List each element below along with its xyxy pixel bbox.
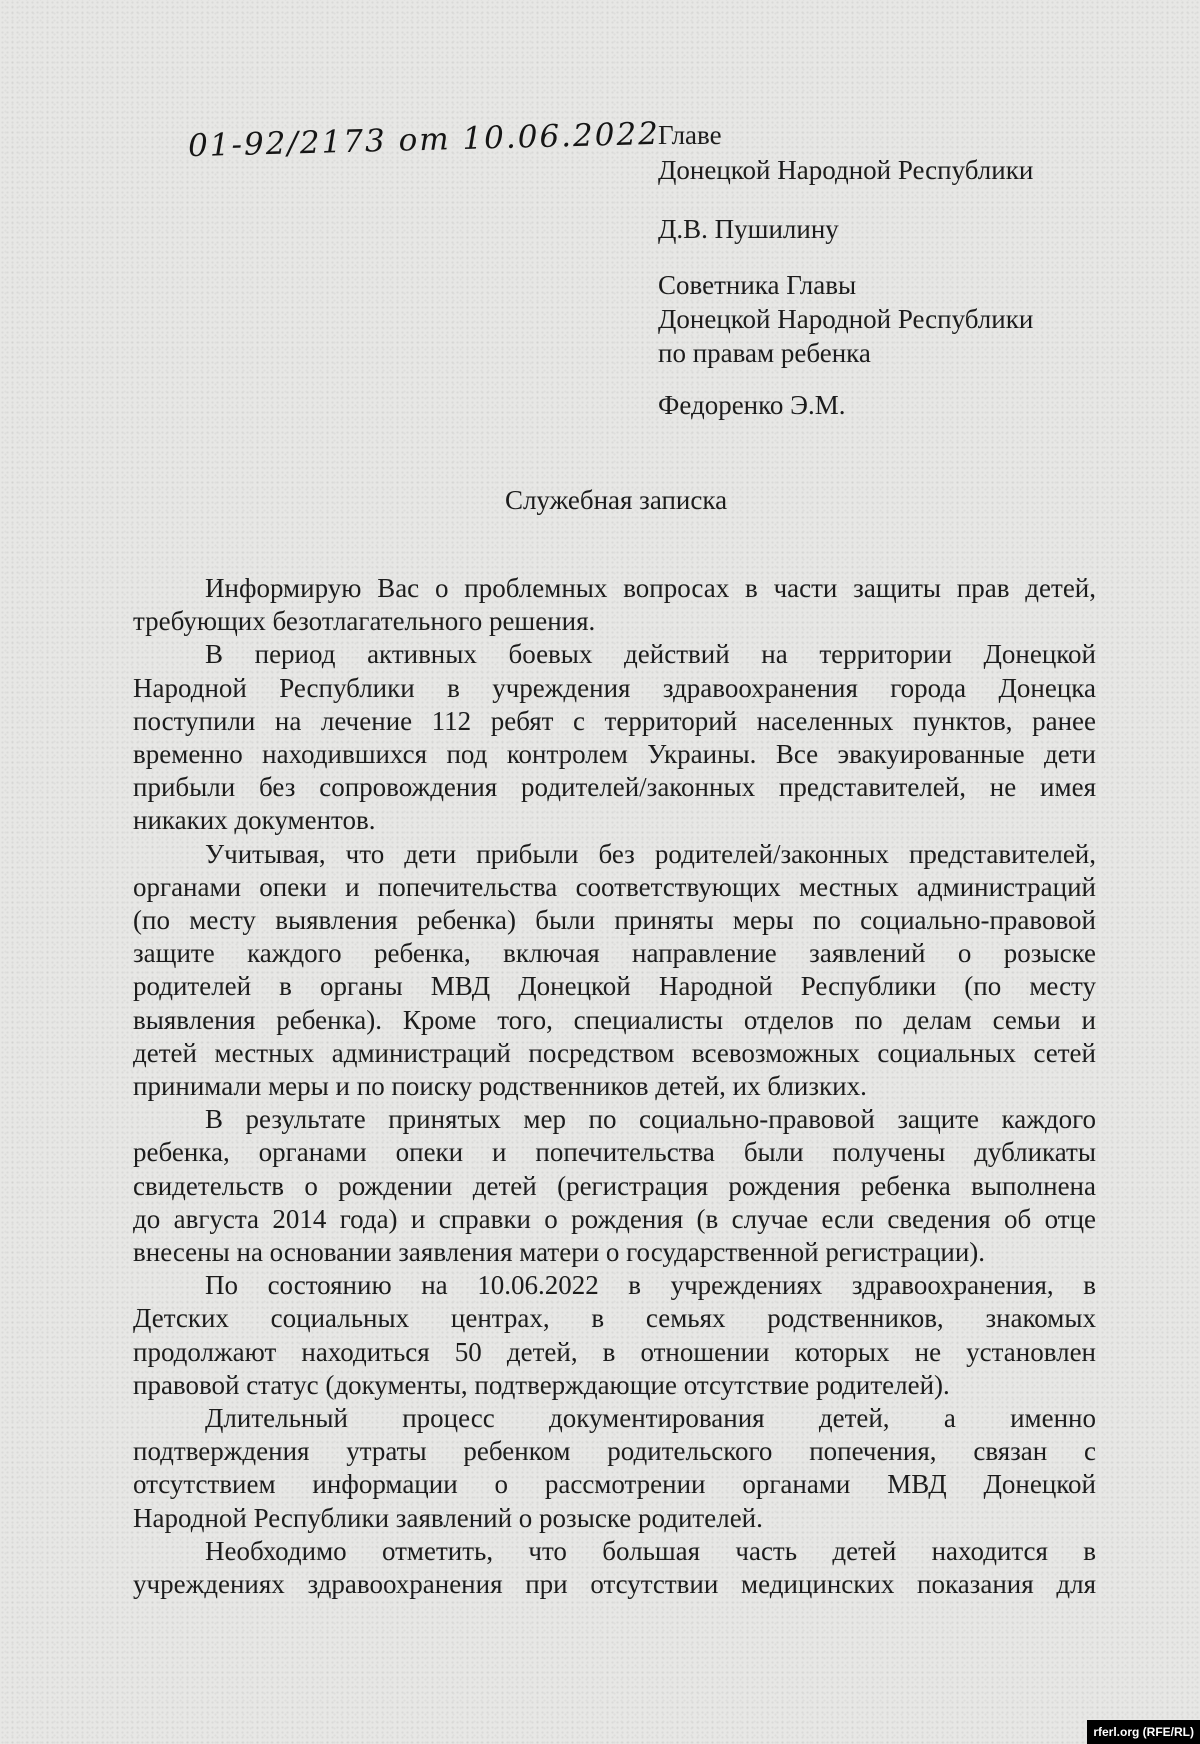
paragraph-line: В период активных боевых действий на территории Донецкой	[205, 639, 1096, 670]
paragraph-line: Учитывая, что дети прибыли без родителей/законных представителей,	[205, 838, 1096, 869]
addressee-line: Д.В. Пушилину	[658, 214, 839, 244]
addressee-line: Советника Главы	[658, 270, 857, 300]
paragraph-line: отсутствием информации о рассмотрении органами МВД Донецкой	[133, 1469, 1096, 1500]
paragraph-line: Народной Республики заявлений о розыске родителей.	[133, 1502, 763, 1533]
paragraph-line: выявления ребенка). Кроме того, специалисты отделов по делам семьи и	[133, 1004, 1096, 1035]
paragraph-line: ребенка, органами опеки и попечительства были получены дубликаты	[133, 1137, 1096, 1168]
paragraph-line: поступили на лечение 112 ребят с территорий населенных пунктов, ранее	[133, 705, 1096, 736]
handwritten-registration-number: 01-92/2173 от 10.06.2022	[187, 115, 661, 165]
paragraph-line: подтверждения утраты ребенком родительского попечения, связан с	[133, 1436, 1096, 1467]
document-title: Служебная записка	[504, 485, 728, 515]
paragraph-line: В результате принятых мер по социально-правовой защите каждого	[205, 1104, 1096, 1135]
paragraph-line: временно находившихся под контролем Украины. Все эвакуированные дети	[133, 739, 1096, 769]
paragraph-line: правовой статус (документы, подтверждающие отсутствие родителей).	[133, 1369, 950, 1400]
paragraph-line: учреждениях здравоохранения при отсутствии медицинских показания для	[133, 1569, 1096, 1599]
paragraph-line: По состоянию на 10.06.2022 в учреждениях здравоохранения, в	[205, 1270, 1096, 1301]
paragraph-line: защите каждого ребенка, включая направление заявлений о розыске	[133, 938, 1096, 969]
addressee-line: по правам ребенка	[658, 338, 871, 368]
addressee-line: Главе	[658, 120, 722, 150]
paragraph-line: Необходимо отметить, что большая часть детей находится в	[205, 1535, 1096, 1566]
paragraph-line: детей местных администраций посредством всевозможных социальных сетей	[133, 1037, 1096, 1068]
paragraph-line: никаких документов.	[133, 805, 376, 836]
paragraph-line: до августа 2014 года) и справки о рождения (в случае если сведения об отце	[133, 1203, 1096, 1234]
paragraph-line: Длительный процесс документирования детей, а именно	[205, 1403, 1096, 1433]
paragraph-line: прибыли без сопровождения родителей/законных представителей, не имея	[133, 772, 1096, 803]
paragraph-line: (по месту выявления ребенка) были приняты меры по социально-правовой	[133, 905, 1096, 935]
addressee-line: Донецкой Народной Республики	[658, 304, 1034, 334]
paragraph-line: свидетельств о рождении детей (регистрация рождения ребенка выполнена	[133, 1170, 1096, 1201]
addressee-line: Федоренко Э.М.	[658, 390, 846, 420]
paragraph-line: требующих безотлагательного решения.	[133, 606, 596, 637]
paragraph-line: внесены на основании заявления матери о государственной регистрации).	[133, 1237, 986, 1267]
addressee-line: Донецкой Народной Республики	[658, 155, 1034, 185]
paragraph-line: Народной Республики в учреждения здравоохранения города Донецка	[133, 672, 1096, 703]
paragraph-line: родителей в органы МВД Донецкой Народной Республики (по месту	[133, 971, 1096, 1002]
paragraph-line: органами опеки и попечительства соответствующих местных администраций	[133, 871, 1096, 902]
source-credit: rferl.org (RFE/RL)	[1087, 1720, 1200, 1744]
paragraph-line: принимали меры и по поиску родственников детей, их близких.	[133, 1071, 867, 1101]
paragraph-line: продолжают находиться 50 детей, в отношении которых не установлен	[133, 1336, 1096, 1367]
paragraph-line: Информирую Вас о проблемных вопросах в части защиты прав детей,	[205, 573, 1096, 603]
paragraph-line: Детских социальных центрах, в семьях родственников, знакомых	[133, 1303, 1096, 1334]
